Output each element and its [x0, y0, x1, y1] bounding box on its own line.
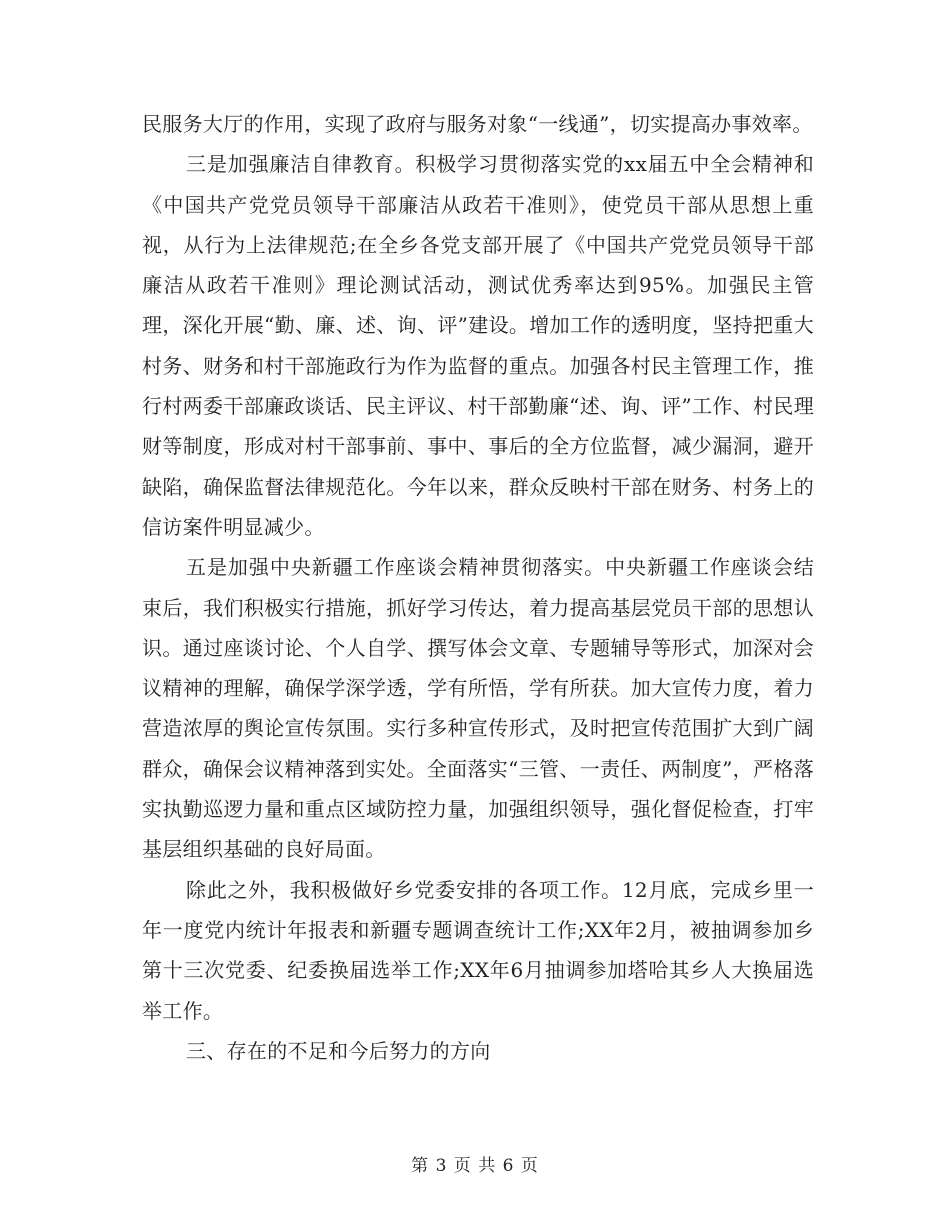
paragraph-continuation: 民服务大厅的作用，实现了政府与服务对象“一线通”，切实提高办事效率。 — [142, 112, 813, 136]
section-heading-shortcomings: 三、存在的不足和今后努力的方向 — [186, 1038, 491, 1063]
document-body — [142, 104, 814, 1071]
paragraph-other-work: 除此之外，我积极做好乡党委安排的各项工作。12月底，完成乡里一年一度党内统计年报表和新疆专题调查统计工作;XX年2月，被抽调参加乡第十三次党委、纪委换届选举工作;XX年6月抽调参加塔哈其乡人大换届选举工作。 — [142, 877, 814, 1023]
paragraph-integrity-education: 三是加强廉洁自律教育。积极学习贯彻落实党的xx届五中全会精神和《中国共产党党员领导干部廉洁从政若干准则》，使党员干部从思想上重视，从行为上法律规范;在全乡各党支部开展了《中国共产党党员领导干部廉洁从政若干准则》理论测试活动，测试优秀率达到95%。加强民主管理，深化开展“勤、廉、述、询、评”建设。增加工作的透明度，坚持把重大村务、财务和村干部施政行为作为监督的重点。加强各村民主管理工作，推行村两委干部廉政谈话、民主评议、村干部勤廉“述、询、评”工作、村民理财等制度，形成对村干部事前、事中、事后的全方位监督，减少漏洞，避开缺陷，确保监督法律规范化。今年以来，群众反映村干部在财务、村务上的信访案件明显减少。 — [142, 152, 814, 539]
page-footer: 第 3 页 共 6 页 — [411, 1156, 539, 1176]
paragraph-xinjiang-work: 五是加强中央新疆工作座谈会精神贯彻落实。中央新疆工作座谈会结束后，我们积极实行措施，抓好学习传达，着力提高基层党员干部的思想认识。通过座谈讨论、个人自学、撰写体会文章、专题辅导等形式，加深对会议精神的理解，确保学深学透，学有所悟，学有所获。加大宣传力度，着力营造浓厚的舆论宣传氛围。实行多种宣传形式，及时把宣传范围扩大到广阔群众，确保会议精神落到实处。全面落实“三管、一责任、两制度”，严格落实执勤巡逻力量和重点区域防控力量，加强组织领导，强化督促检查，打牢基层组织基础的良好局面。 — [142, 555, 814, 862]
